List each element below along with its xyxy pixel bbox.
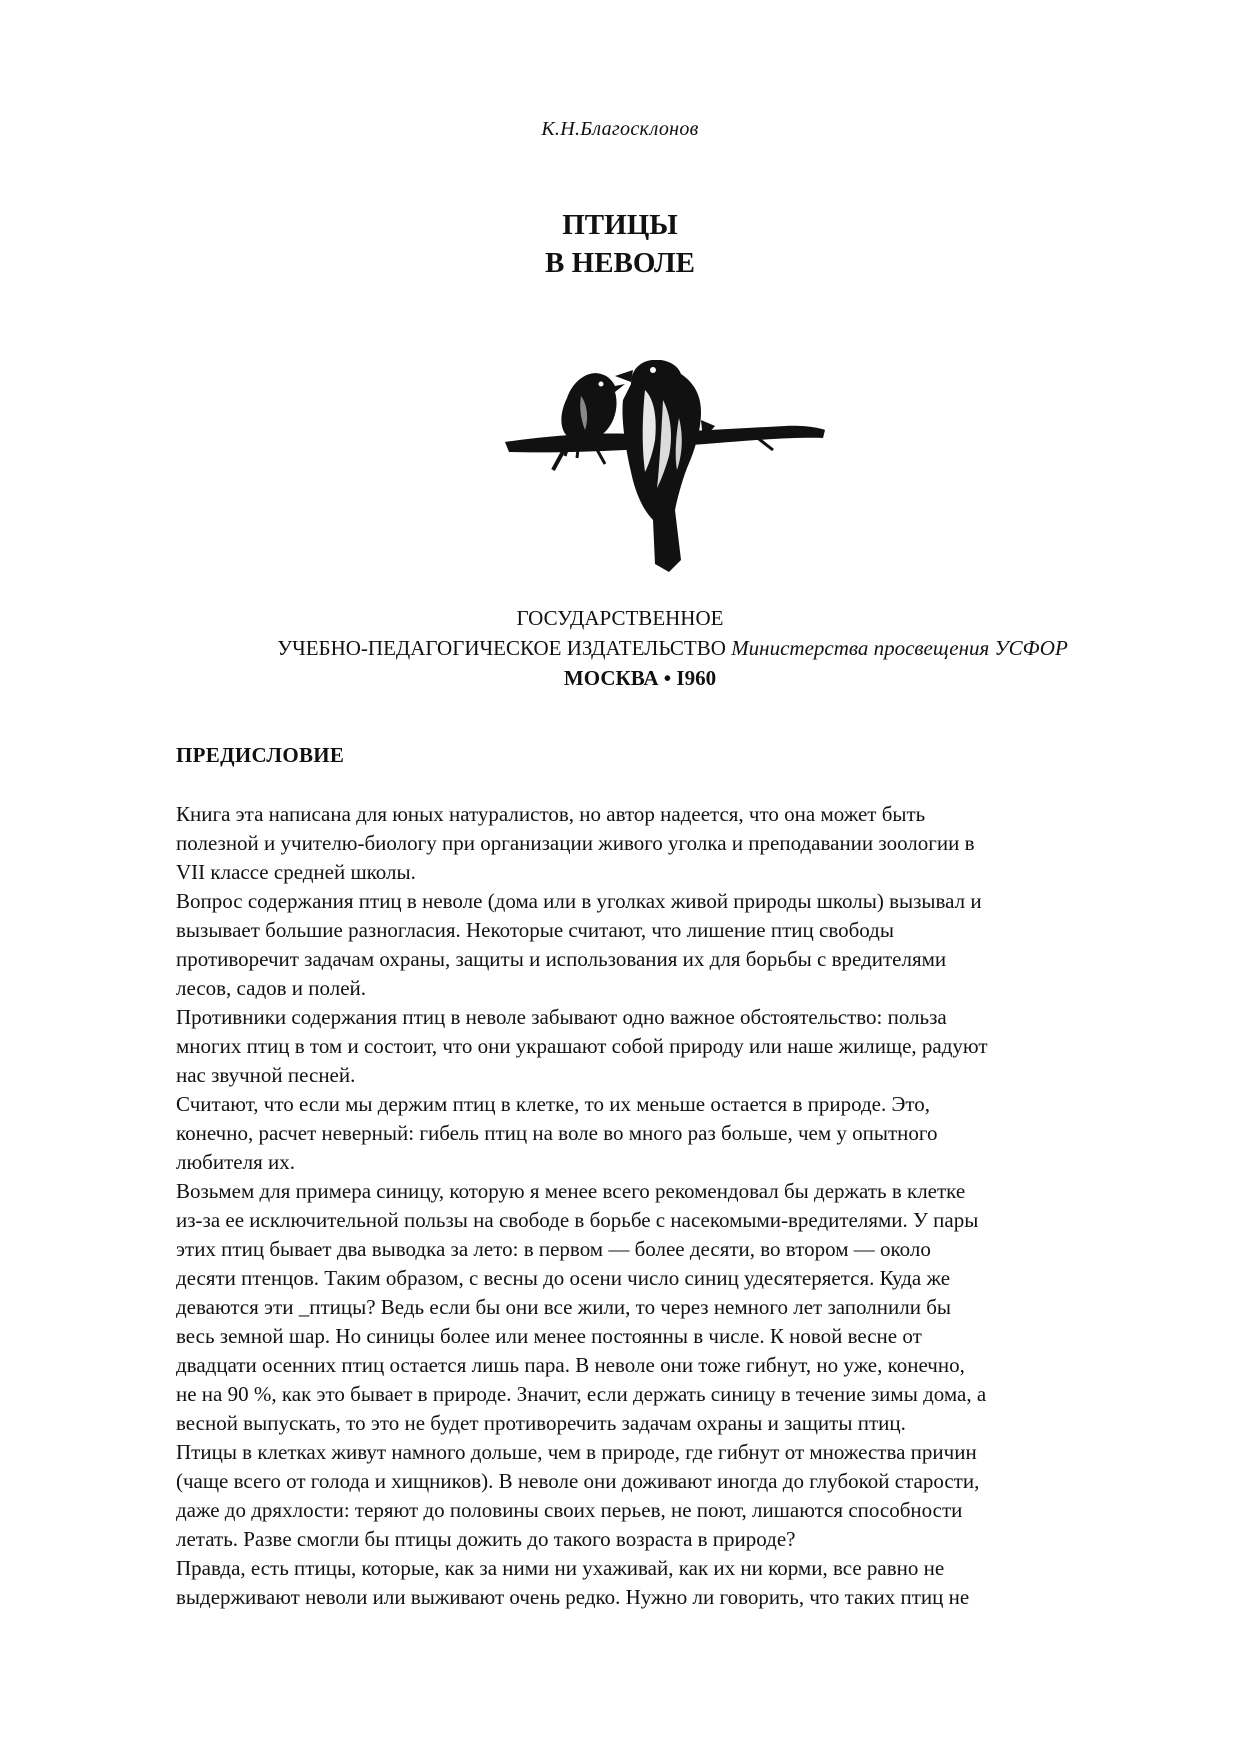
two-birds-on-branch-icon	[505, 360, 825, 575]
text-line: Правда, есть птицы, которые, как за ними ни ухаживай, как их ни корми, все равно не	[176, 1556, 945, 1580]
text-line: весь земной шар. Но синицы более или менее постоянны в числе. К новой весне от	[176, 1324, 922, 1348]
publisher-name: УЧЕБНО-ПЕДАГОГИЧЕСКОЕ ИЗДАТЕЛЬСТВО	[277, 636, 726, 660]
text-line: двадцати осенних птиц остается лишь пара. В неволе они тоже гибнут, но уже, конечно,	[176, 1353, 965, 1377]
text-line: Считают, что если мы держим птиц в клетке, то их меньше остается в природе. Это,	[176, 1092, 931, 1116]
publisher-line-1: ГОСУДАРСТВЕННОЕ	[516, 606, 724, 630]
author-line: К.Н.Благосклонов	[541, 118, 699, 140]
preface-paragraph	[176, 1177, 1146, 1438]
text-line: Птицы в клетках живут намного дольше, чем в природе, где гибнут от множества причин	[176, 1440, 977, 1464]
preface-paragraph	[176, 1438, 1146, 1554]
preface-paragraph	[176, 1090, 1146, 1177]
text-line: летать. Разве смогли бы птицы дожить до такого возраста в природе?	[176, 1527, 796, 1551]
text-line: Возьмем для примера синицу, которую я менее всего рекомендовал бы держать в клетке	[176, 1179, 966, 1203]
text-line: Книга эта написана для юных натуралистов, но автор надеется, что она может быть	[176, 802, 926, 826]
text-line: любителя их.	[176, 1150, 295, 1174]
publisher-line-2	[0, 633, 1240, 663]
text-line: лесов, садов и полей.	[176, 976, 367, 1000]
text-line: Противники содержания птиц в неволе забывают одно важное обстоятельство: польза	[176, 1005, 947, 1029]
text-line: из-за ее исключительной пользы на свободе в борьбе с насекомыми-вредителями. У пары	[176, 1208, 979, 1232]
preface-heading: ПРЕДИСЛОВИЕ	[176, 743, 345, 767]
text-line: даже до дряхлости: теряют до половины своих перьев, не поют, лишаются способности	[176, 1498, 963, 1522]
preface-body	[176, 800, 1146, 1612]
preface-paragraph	[176, 1003, 1146, 1090]
book-title-line-2: В НЕВОЛЕ	[545, 247, 695, 279]
publisher-city-year: МОСКВА • I960	[563, 666, 717, 690]
text-line: выдерживают неволи или выживают очень редко. Нужно ли говорить, что таких птиц не	[176, 1585, 970, 1609]
text-line: вызывает большие разногласия. Некоторые считают, что лишение птиц свободы	[176, 918, 894, 942]
text-line: нас звучной песней.	[176, 1063, 356, 1087]
text-line: конечно, расчет неверный: гибель птиц на воле во много раз больше, чем у опытного	[176, 1121, 938, 1145]
text-line: этих птиц бывает два выводка за лето: в первом — более десяти, во втором — около	[176, 1237, 931, 1261]
cover-illustration	[505, 360, 825, 575]
text-line: весной выпускать, то это не будет противоречить задачам охраны и защиты птиц.	[176, 1411, 906, 1435]
text-line: многих птиц в том и состоит, что они украшают собой природу или наше жилище, радуют	[176, 1034, 988, 1058]
text-line: (чаще всего от голода и хищников). В неволе они доживают иногда до глубокой старости,	[176, 1469, 980, 1493]
book-title	[0, 206, 1240, 282]
text-line: не на 90 %, как это бывает в природе. Значит, если держать синицу в течение зимы дома, а	[176, 1382, 987, 1406]
text-line: противоречит задачам охраны, защиты и использования их для борьбы с вредителями	[176, 947, 947, 971]
publisher-ministry: Министерства просвещения УСФОР	[731, 636, 1068, 660]
preface-paragraph	[176, 800, 1146, 887]
text-line: Вопрос содержания птиц в неволе (дома или в уголках живой природы школы) вызывал и	[176, 889, 982, 913]
text-line: десяти птенцов. Таким образом, с весны до осени число синиц удесятеряется. Куда же	[176, 1266, 951, 1290]
preface-paragraph	[176, 887, 1146, 1003]
text-line: полезной и учителю-биологу при организации живого уголка и преподавании зоологии в	[176, 831, 975, 855]
publisher-block	[0, 603, 1240, 693]
preface-paragraph	[176, 1554, 1146, 1612]
text-line: VII классе средней школы.	[176, 860, 416, 884]
text-line: деваются эти _птицы? Ведь если бы они все жили, то через немного лет заполнили бы	[176, 1295, 951, 1319]
book-title-line-1: ПТИЦЫ	[562, 209, 678, 241]
